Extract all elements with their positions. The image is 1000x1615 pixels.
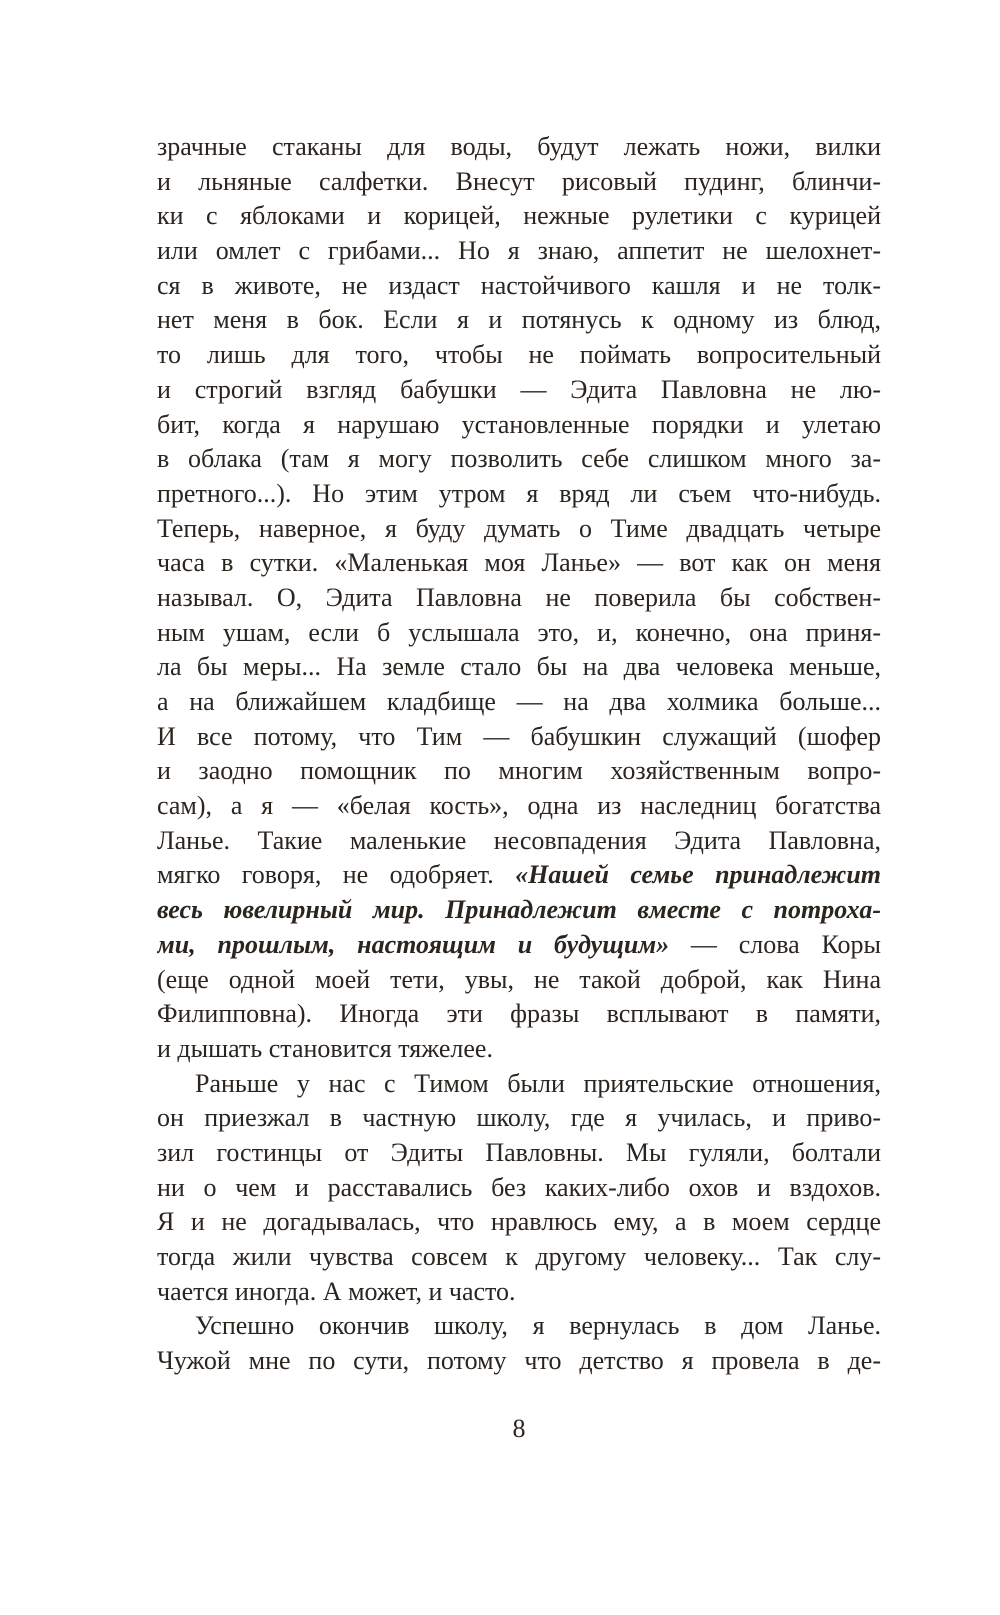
body-text: и строгий взгляд бабушки — Эдита Павловна не лю- bbox=[157, 374, 881, 404]
body-text: и льняные салфетки. Внесут рисовый пудинг, блинчи- bbox=[157, 166, 881, 196]
text-line bbox=[157, 824, 881, 859]
text-line bbox=[157, 546, 881, 581]
text-line bbox=[157, 616, 881, 651]
emphasis-text: ми, прошлым, настоящим и будущим» bbox=[157, 929, 670, 959]
text-line bbox=[157, 338, 881, 373]
emphasis-text: весь ювелирный мир. Принадлежит вместе с потроха- bbox=[157, 895, 881, 925]
body-text: И все потому, что Тим — бабушкин служащий (шофер bbox=[157, 721, 881, 751]
text-line bbox=[157, 1205, 881, 1240]
text-line bbox=[157, 303, 881, 338]
page-number: 8 bbox=[512, 1414, 526, 1443]
body-text: чается иногда. А может, и часто. bbox=[157, 1276, 516, 1306]
text-line bbox=[157, 512, 881, 547]
body-text: и заодно помощник по многим хозяйственным вопро- bbox=[157, 756, 881, 786]
body-text: ся в животе, не издаст настойчивого кашля и не толк- bbox=[157, 270, 881, 300]
text-line bbox=[157, 130, 881, 165]
text-line bbox=[157, 1067, 881, 1102]
body-text: часа в сутки. «Маленькая моя Ланье» — вот как он меня bbox=[157, 548, 881, 578]
text-line bbox=[157, 165, 881, 200]
text-line bbox=[157, 199, 881, 234]
text-line bbox=[157, 754, 881, 789]
text-line bbox=[157, 997, 881, 1032]
text-line bbox=[157, 1344, 881, 1379]
body-text: ным ушам, если б услышала это, и, конечно, она приня- bbox=[157, 617, 881, 647]
text-line bbox=[157, 234, 881, 269]
text-line bbox=[157, 477, 881, 512]
body-text: Теперь, наверное, я буду думать о Тиме двадцать четыре bbox=[157, 513, 881, 543]
body-text: или омлет с грибами... Но я знаю, аппетит не шелохнет- bbox=[157, 236, 881, 266]
text-line bbox=[157, 928, 881, 963]
body-text: претного...). Но этим утром я вряд ли съем что-нибудь. bbox=[157, 478, 881, 508]
text-line bbox=[157, 685, 881, 720]
text-line bbox=[157, 720, 881, 755]
body-text: то лишь для того, чтобы не поймать вопросительный bbox=[157, 340, 881, 370]
text-line bbox=[157, 858, 881, 893]
body-text: он приезжал в частную школу, где я училась, и приво- bbox=[157, 1103, 881, 1133]
body-text: а на ближайшем кладбище — на два холмика больше... bbox=[157, 687, 881, 716]
text-line bbox=[157, 650, 881, 685]
body-text: Я и не догадывалась, что нравлюсь ему, а в моем сердце bbox=[157, 1207, 881, 1237]
body-text: в облака (там я могу позволить себе слишком много за- bbox=[157, 444, 881, 474]
body-text: Филипповна). Иногда эти фразы всплывают в памяти, bbox=[157, 999, 881, 1029]
body-text: ла бы меры... На земле стало бы на два человека меньше, bbox=[157, 652, 881, 682]
text-block bbox=[157, 130, 881, 1379]
body-text: ки с яблоками и корицей, нежные рулетики с курицей bbox=[157, 201, 881, 231]
body-text: называл. О, Эдита Павловна не поверила бы собствен- bbox=[157, 582, 881, 612]
body-text: зрачные стаканы для воды, будут лежать ножи, вилки bbox=[157, 132, 881, 161]
emphasis-text: «Нашей семье принадлежит bbox=[515, 860, 881, 890]
text-line bbox=[157, 408, 881, 443]
body-text: тогда жили чувства совсем к другому человеку... Так слу- bbox=[157, 1242, 881, 1271]
body-text: Ланье. Такие маленькие несовпадения Эдита Павловна, bbox=[157, 825, 881, 855]
body-text: сам), а я — «белая кость», одна из наследниц богатства bbox=[157, 791, 881, 821]
text-line bbox=[157, 963, 881, 998]
body-text: и дышать становится тяжелее. bbox=[157, 1033, 493, 1063]
text-line bbox=[157, 1136, 881, 1171]
text-line bbox=[157, 1032, 881, 1067]
text-line bbox=[157, 893, 881, 928]
body-text: ни о чем и расставались без каких-либо охов и вздохов. bbox=[157, 1172, 881, 1202]
text-line bbox=[157, 442, 881, 477]
body-text: (еще одной моей тети, увы, не такой доброй, как Нина bbox=[157, 964, 881, 994]
body-text: Чужой мне по сути, потому что детство я провела в де- bbox=[157, 1346, 881, 1376]
body-text: Успешно окончив школу, я вернулась в дом Ланье. bbox=[195, 1311, 881, 1341]
body-text: зил гостинцы от Эдиты Павловны. Мы гуляли, болтали bbox=[157, 1137, 881, 1167]
text-line bbox=[157, 1171, 881, 1206]
text-line bbox=[157, 269, 881, 304]
text-line bbox=[157, 1101, 881, 1136]
text-line bbox=[157, 789, 881, 824]
body-text: бит, когда я нарушаю установленные порядки и улетаю bbox=[157, 409, 881, 439]
text-line bbox=[157, 1240, 881, 1275]
text-line bbox=[157, 373, 881, 408]
text-line bbox=[157, 1309, 881, 1344]
body-text: Раньше у нас с Тимом были приятельские отношения, bbox=[195, 1068, 881, 1098]
body-text: — слова Коры bbox=[669, 929, 881, 959]
text-line bbox=[157, 581, 881, 616]
body-text: мягко говоря, не одобряет. bbox=[157, 860, 516, 890]
text-line bbox=[157, 1275, 881, 1310]
body-text: нет меня в бок. Если я и потянусь к одному из блюд, bbox=[157, 305, 881, 335]
